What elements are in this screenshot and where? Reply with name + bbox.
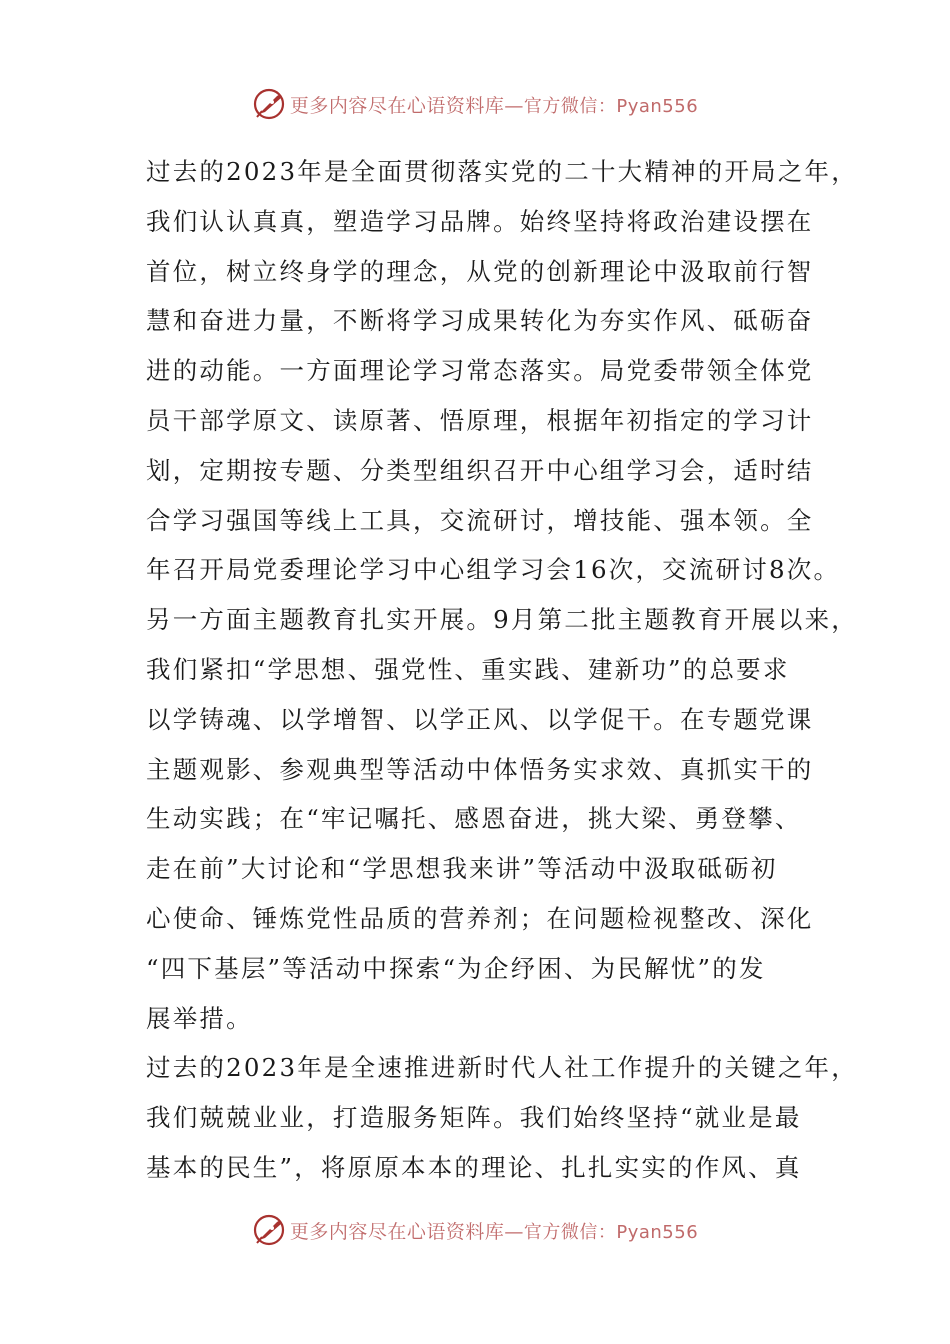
footer-wechat-text: 官方微信：Pyan556 bbox=[523, 1221, 699, 1243]
header-banner bbox=[0, 84, 950, 124]
body-line: 我们兢兢业业，打造服务矩阵。我们始终坚持“就业是最 bbox=[146, 1103, 802, 1133]
document-body bbox=[146, 147, 858, 1193]
body-line: 过去的2023年是全面贯彻落实党的二十大精神的开局之年， bbox=[146, 157, 858, 186]
body-line: 首位，树立终身学的理念，从党的创新理论中汲取前行智 bbox=[146, 256, 814, 286]
quill-logo-icon bbox=[252, 1213, 286, 1247]
header-brand-text: 更多内容尽在心语资料库— bbox=[289, 94, 524, 117]
body-line: 基本的民生”，将原原本本的理论、扎扎实实的作风、真 bbox=[146, 1152, 802, 1182]
body-line: 划，定期按专题、分类型组织召开中心组学习会，适时结 bbox=[146, 455, 814, 485]
body-line: 员干部学原文、读原著、悟原理，根据年初指定的学习计 bbox=[146, 405, 814, 435]
body-line: 过去的2023年是全速推进新时代人社工作提升的关键之年， bbox=[146, 1053, 858, 1083]
header-text bbox=[290, 91, 698, 118]
body-line: 进的动能。一方面理论学习常态落实。局党委带领全体党 bbox=[146, 356, 814, 386]
body-line: 展举措。 bbox=[146, 1003, 253, 1033]
body-line: 生动实践；在“牢记嘱托、感恩奋进，挑大梁、勇登攀、 bbox=[146, 804, 802, 834]
body-line: 合学习强国等线上工具，交流研讨，增技能、强本领。全 bbox=[146, 505, 814, 535]
footer-text bbox=[290, 1217, 698, 1244]
body-line: 慧和奋进力量，不断将学习成果转化为夯实作风、砥砺奋 bbox=[146, 306, 814, 336]
body-line: 我们紧扣“学思想、强党性、重实践、建新功”的总要求 bbox=[146, 654, 790, 684]
body-line: 年召开局党委理论学习中心组学习会16次，交流研讨8次。 bbox=[146, 555, 841, 585]
body-line: 另一方面主题教育扎实开展。9月第二批主题教育开展以来， bbox=[146, 605, 858, 635]
body-line: 走在前”大讨论和“学思想我来讲”等活动中汲取砥砺初 bbox=[146, 854, 778, 884]
footer-banner bbox=[0, 1210, 950, 1250]
footer-brand-text: 更多内容尽在心语资料库— bbox=[289, 1220, 524, 1243]
body-line: 我们认认真真，塑造学习品牌。始终坚持将政治建设摆在 bbox=[146, 206, 814, 236]
quill-logo-icon bbox=[252, 87, 286, 121]
body-line: 主题观影、参观典型等活动中体悟务实求效、真抓实干的 bbox=[146, 754, 814, 784]
header-wechat-text: 官方微信：Pyan556 bbox=[523, 95, 699, 117]
body-line: 心使命、锤炼党性品质的营养剂；在问题检视整改、深化 bbox=[146, 903, 814, 933]
body-line: 以学铸魂、以学增智、以学正风、以学促干。在专题党课 bbox=[146, 704, 814, 734]
body-line: “四下基层”等活动中探索“为企纾困、为民解忧”的发 bbox=[146, 953, 766, 983]
